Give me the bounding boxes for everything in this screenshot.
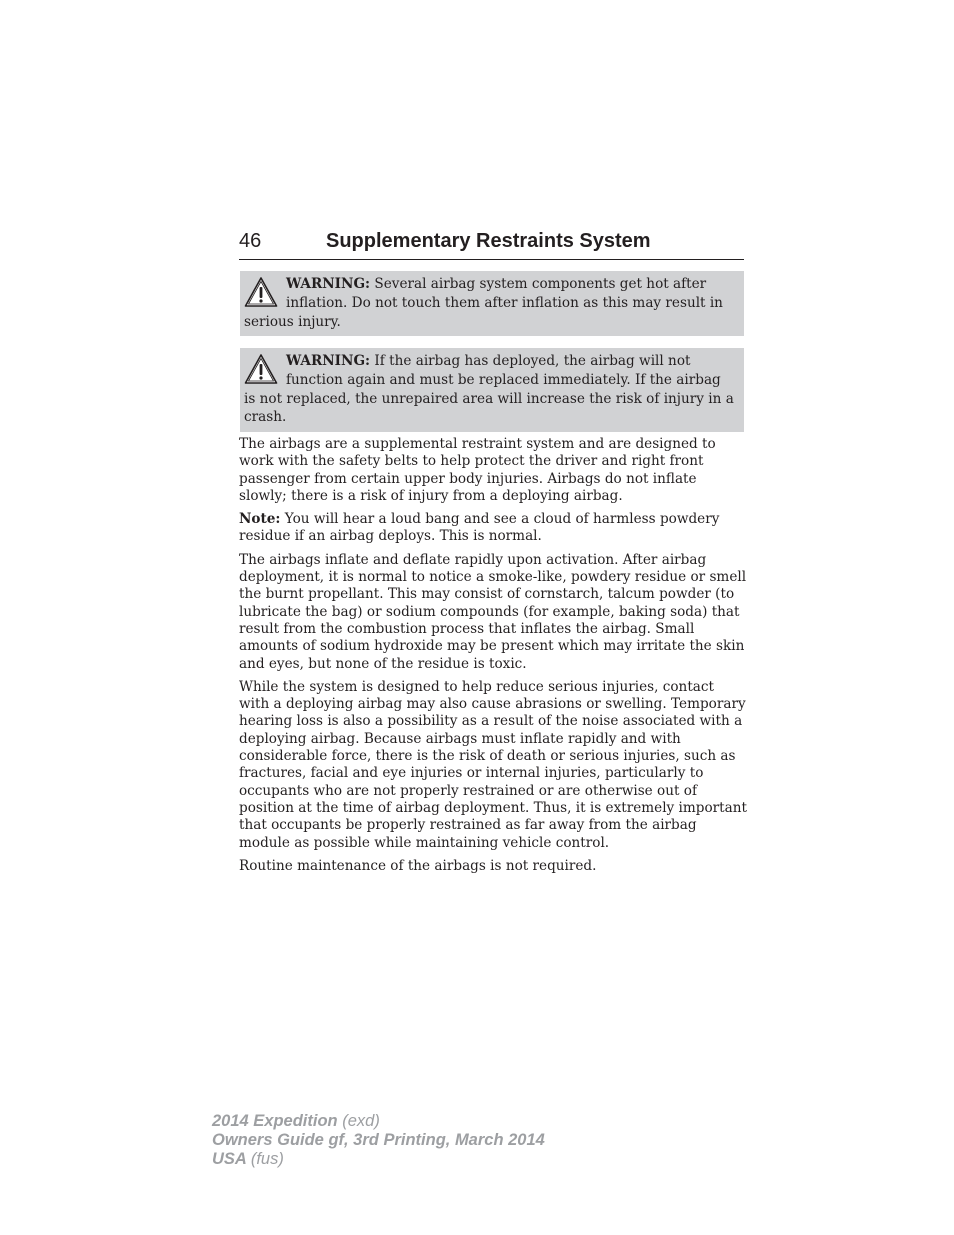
warning-text: Several airbag system components get hot after inflation. Do not touch them after inflation as this may result in serious injury.: [244, 276, 723, 330]
warning-label: WARNING:: [286, 276, 371, 292]
footer-model-line: [212, 1112, 545, 1131]
paragraph-maintenance: Routine maintenance of the airbags is not required.: [239, 857, 597, 874]
warning-triangle-icon: [244, 353, 278, 387]
warning-triangle-icon: [244, 276, 278, 310]
warning-text: If the airbag has deployed, the airbag will not function again and must be replaced immediately. If the airbag is not replaced, the unrepaired area will increase the risk of injury in a crash.: [244, 353, 734, 426]
warning-box-deployed-airbag: [240, 348, 744, 432]
body-text: [239, 436, 747, 881]
warning-box-hot-components: [240, 271, 744, 336]
warning-label: WARNING:: [286, 353, 371, 369]
footer-model: 2014 Expedition: [212, 1112, 338, 1130]
note-text: You will hear a loud bang and see a cloud of harmless powdery residue if an airbag deploys. This is normal.: [239, 511, 720, 545]
paragraph-airbag-purpose: The airbags are a supplemental restraint system and are designed to work with the safety belts to help protect the driver and right front passenger from certain upper body injuries. Airbags do not inflate slowly; there is a risk of injury from a deploying airbag.: [239, 436, 716, 504]
page-number: 46: [239, 230, 262, 252]
page-footer: [212, 1112, 545, 1169]
section-title: Supplementary Restraints System: [326, 230, 651, 252]
footer-model-code: (exd): [342, 1112, 380, 1130]
footer-guide-line: Owners Guide gf, 3rd Printing, March 2014: [212, 1131, 545, 1149]
footer-region: USA: [212, 1150, 247, 1168]
note-label: Note:: [239, 511, 281, 528]
note-paragraph: [239, 511, 747, 546]
paragraph-inflation-residue: The airbags inflate and deflate rapidly upon activation. After airbag deployment, it is normal to notice a smoke-like, powdery residue or smell the burnt propellant. This may consist of cornstarch, talcum powder (to lubricate the bag) or sodium compounds (for example, baking soda) that result from the combustion process that inflates the airbag. Small amounts of sodium hydroxide may be present which may irritate the skin and eyes, but none of the residue is toxic.: [239, 551, 747, 672]
page-header: [239, 228, 744, 260]
paragraph-injury-risk: While the system is designed to help reduce serious injuries, contact with a deploying airbag may also cause abrasions or swelling. Temporary hearing loss is also a possibility as a result of the noise associated with a deploying airbag. Because airbags must inflate rapidly and with considerable force, there is the risk of death or serious injuries, such as fractures, facial and eye injuries or internal injuries, particularly to occupants who are not properly restrained or are otherwise out of position at the time of airbag deployment. Thus, it is extremely important that occupants be properly restrained as far away from the airbag module as possible while maintaining vehicle control.: [239, 678, 747, 851]
footer-region-line: [212, 1150, 545, 1169]
footer-region-code: (fus): [250, 1150, 284, 1168]
